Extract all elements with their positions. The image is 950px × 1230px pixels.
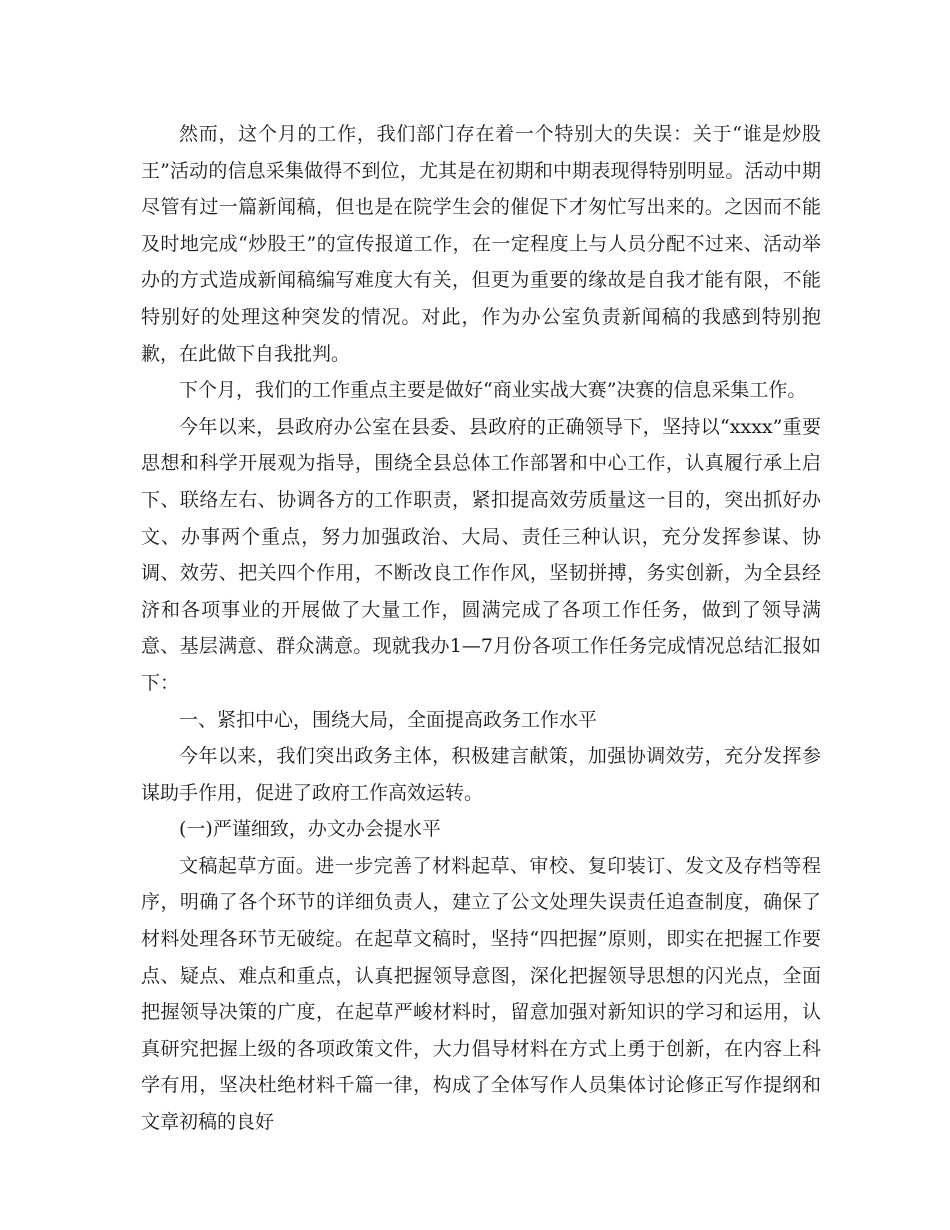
document-body <box>141 116 821 1141</box>
paragraph-government-affairs: 今年以来，我们突出政务主体，积极建言献策，加强协调效劳，充分发挥参谋助手作用，促进了政府工作高效运转。 <box>141 745 821 804</box>
paragraph-annual-summary: 今年以来，县政府办公室在县委、县政府的正确领导下，坚持以“xxxx”重要思想和科学开展观为指导，围绕全县总体工作部署和中心工作，认真履行承上启下、联络左右、协调各方的工作职责，紧扣提高效劳质量这一目的，突出抓好办文、办事两个重点，努力加强政治、大局、责任三种认识，充分发挥参谋、协调、效劳、把关四个作用，不断改良工作作风，坚韧拼搏，务实创新，为全县经济和各项事业的开展做了大量工作，圆满完成了各项工作任务，做到了领导满意、基层满意、群众满意。现就我办1—7月份各项工作任务完成情况总结汇报如下： <box>141 415 821 694</box>
paragraph-next-month-plan: 下个月，我们的工作重点主要是做好“商业实战大赛”决赛的信息采集工作。 <box>179 379 807 402</box>
paragraph-drafting: 文稿起草方面。进一步完善了材料起草、审校、复印装订、发文及存档等程序，明确了各个环节的详细负责人，建立了公文处理失误责任追查制度，确保了材料处理各环节无破绽。在起草文稿时，坚持“四把握”原则，即实在把握工作要点、疑点、难点和重点，认真把握领导意图，深化把握领导思想的闪光点，全面把握领导决策的广度，在起草严峻材料时，留意加强对新知识的学习和运用，认真研究把握上级的各项政策文件，大力倡导材料在方式上勇于创新，在内容上科学有用，坚决杜绝材料千篇一律，构成了全体写作人员集体讨论修正写作提纲和文章初稿的良好 <box>141 854 821 1134</box>
subsection-heading-1: (一)严谨细致，办文办会提水平 <box>179 818 441 841</box>
section-heading-1: 一、紧扣中心，围绕大局，全面提高政务工作水平 <box>179 708 598 731</box>
paragraph-self-criticism: 然而，这个月的工作，我们部门存在着一个特别大的失误：关于“谁是炒股王”活动的信息采集做得不到位，尤其是在初期和中期表现得特别明显。活动中期尽管有过一篇新闻稿，但也是在院学生会的催促下才匆忙写出来的。之因而不能及时地完成“炒股王”的宣传报道工作，在一定程度上与人员分配不过来、活动举办的方式造成新闻稿编写难度大有关，但更为重要的缘故是自我才能有限，不能特别好的处理这种突发的情况。对此，作为办公室负责新闻稿的我感到特别抱歉，在此做下自我批判。 <box>141 123 821 365</box>
